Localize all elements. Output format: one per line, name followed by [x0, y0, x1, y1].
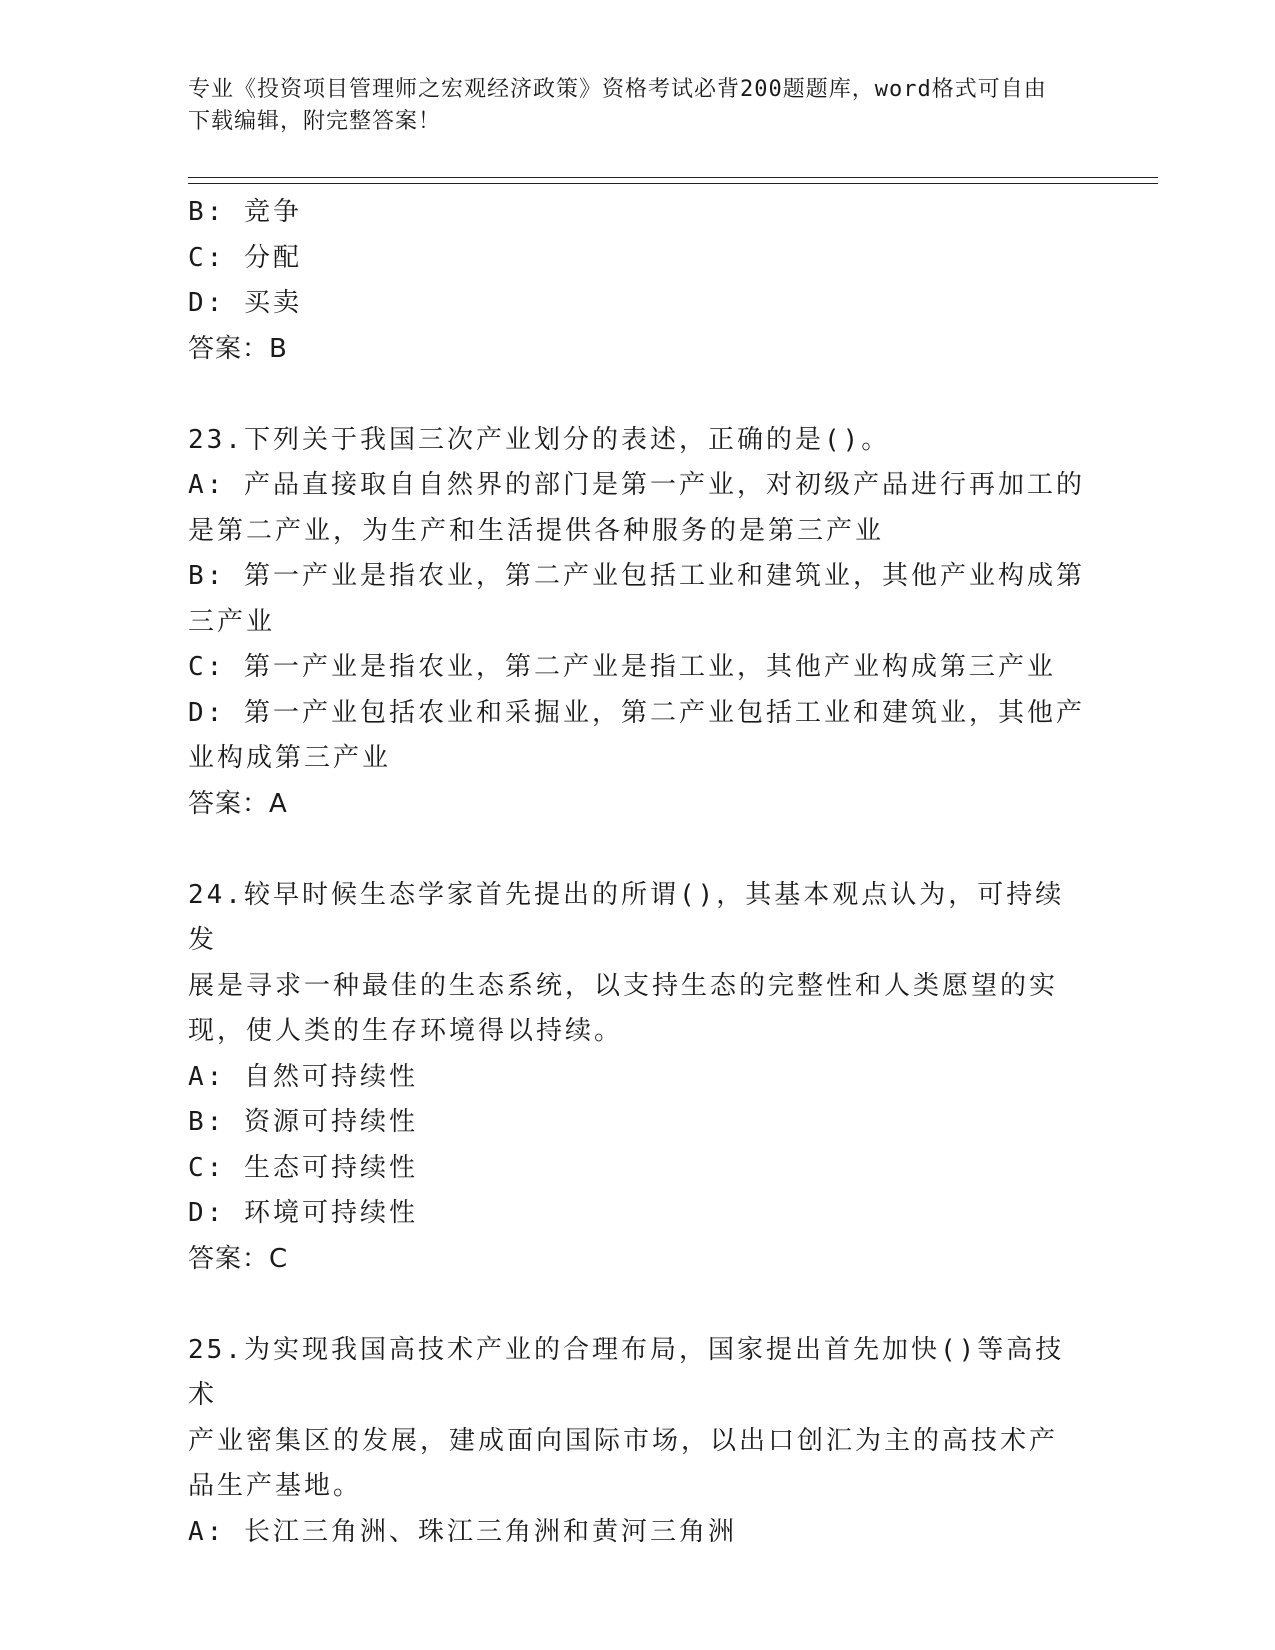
question-22-tail [188, 190, 1088, 372]
question-content [188, 190, 1088, 1555]
document-header: 专业《投资项目管理师之宏观经济政策》资格考试必背200题题库，word格式可自由下载编辑，附完整答案！ [188, 77, 1047, 134]
option-c: C: 第一产业是指农业，第二产业是指工业，其他产业构成第三产业 [188, 652, 1056, 682]
option-b-line-2: 三产业 [188, 606, 276, 637]
question-25 [188, 1328, 1088, 1556]
option-d-line-2: 业构成第三产业 [188, 743, 392, 773]
spacer [188, 827, 1088, 873]
answer-line: 答案：B [188, 333, 288, 364]
option-d: D: 环境可持续性 [188, 1198, 418, 1228]
option-a-line-2: 是第二产业，为生产和生活提供各种服务的是第三产业 [188, 515, 885, 546]
option-b-line-1: B: 第一产业是指农业，第二产业包括工业和建筑业，其他产业构成第 [188, 561, 1085, 591]
question-stem: 23.下列关于我国三次产业划分的表述，正确的是()。 [188, 424, 891, 455]
header-rule-bottom [188, 183, 1158, 184]
question-stem-line-2: 展是寻求一种最佳的生态系统，以支持生态的完整性和人类愿望的实 [188, 970, 1059, 1001]
question-stem-line-2: 产业密集区的发展，建成面向国际市场，以出口创汇为主的高技术产 [188, 1425, 1059, 1456]
question-stem-line-1: 24.较早时候生态学家首先提出的所谓()，其基本观点认为，可持续发 [188, 879, 1065, 955]
option-a: A: 自然可持续性 [188, 1061, 418, 1092]
header-rule-top [188, 177, 1158, 178]
question-stem-line-3: 现，使人类的生存环境得以持续。 [188, 1016, 624, 1046]
spacer [188, 1282, 1088, 1328]
option-c: C: 分配 [188, 242, 302, 273]
option-b: B: 竞争 [188, 197, 302, 227]
answer-line: 答案：A [188, 788, 288, 819]
option-a: A: 长江三角洲、珠江三角洲和黄河三角洲 [188, 1516, 737, 1547]
option-d: D: 买卖 [188, 288, 302, 318]
question-24 [188, 873, 1088, 1283]
spacer [188, 372, 1088, 418]
answer-line: 答案：C [188, 1243, 289, 1274]
option-d-line-1: D: 第一产业包括农业和采掘业，第二产业包括工业和建筑业，其他产 [188, 697, 1085, 728]
question-stem-line-3: 品生产基地。 [188, 1471, 363, 1501]
option-b: B: 资源可持续性 [188, 1107, 418, 1137]
option-a-line-1: A: 产品直接取自自然界的部门是第一产业，对初级产品进行再加工的 [188, 470, 1085, 500]
question-stem-line-1: 25.为实现我国高技术产业的合理布局，国家提出首先加快()等高技术 [188, 1334, 1065, 1410]
question-23 [188, 418, 1088, 828]
option-c: C: 生态可持续性 [188, 1152, 418, 1183]
